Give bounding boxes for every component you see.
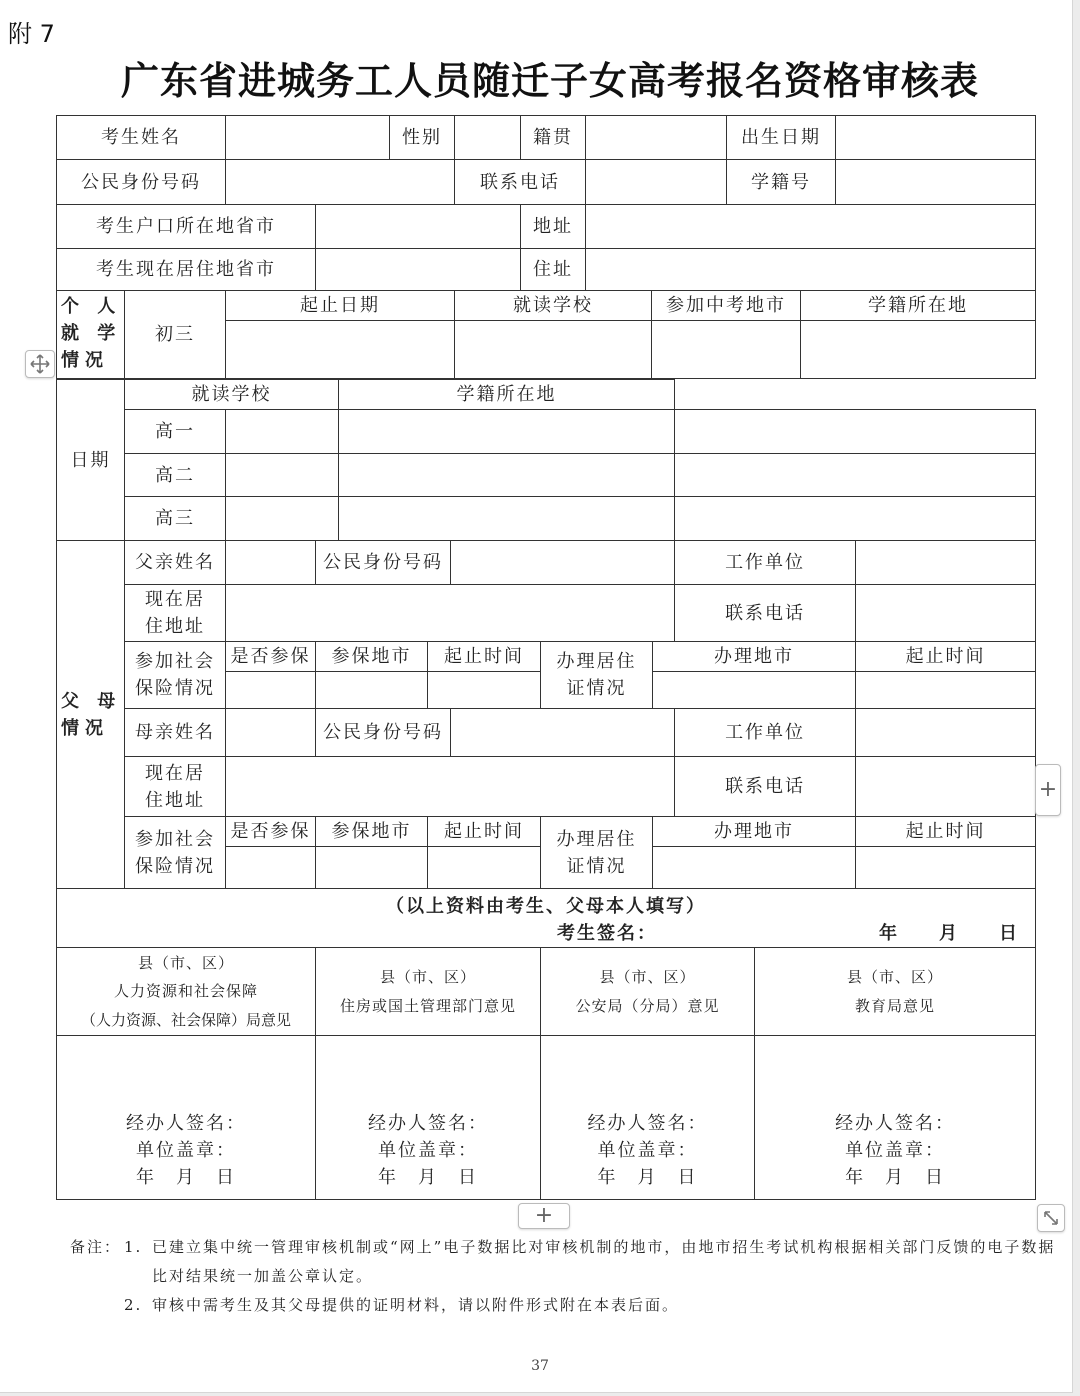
handler-signature-label: 经办人签名： (587, 1113, 708, 1134)
input-mother-permit-period[interactable] (856, 847, 1036, 889)
notes-section (70, 1233, 1070, 1320)
resize-handle-icon[interactable] (1037, 1204, 1065, 1232)
header-father-insured-period: 起止时间 (428, 642, 541, 672)
input-residence-address[interactable] (586, 249, 1036, 291)
input-grade9-period[interactable] (226, 321, 455, 379)
label-mother-work-unit: 工作单位 (675, 709, 856, 757)
note-1-number: 1. (124, 1238, 143, 1256)
dept-hr-header (57, 948, 316, 1036)
label-father-work-unit: 工作单位 (675, 541, 856, 585)
unit-seal-label: 单位盖章： (597, 1140, 698, 1161)
input-father-insured-city[interactable] (316, 672, 428, 709)
label-grade12: 高三 (125, 497, 226, 541)
handler-signature-label: 经办人签名： (368, 1113, 488, 1134)
note-1-text: 已建立集中统一管理审核机制或“网上”电子数据比对审核机制的地市，由地市招生考试机构根据相关部门反馈的电子数据比对结果统一加盖公章认定。 (152, 1238, 1056, 1285)
dept-hr-line2: 人力资源和社会保障 (113, 982, 258, 1001)
input-mother-insured-period[interactable] (428, 847, 541, 889)
input-father-insured[interactable] (226, 672, 316, 709)
header-father-permit-city: 办理地市 (653, 642, 856, 672)
label-student-number: 学籍号 (727, 160, 836, 205)
input-father-permit-city[interactable] (653, 672, 856, 709)
header-study-period: 起止日期 (226, 291, 455, 321)
date-year: 年 (879, 923, 899, 944)
input-grade12-registry[interactable] (339, 497, 675, 541)
label-birth-date: 出生日期 (727, 116, 836, 160)
header-mother-insured-city: 参保地市 (316, 817, 428, 847)
add-row-icon[interactable]: + (518, 1203, 570, 1229)
input-hukou-location[interactable] (316, 205, 521, 249)
label-address: 地址 (521, 205, 586, 249)
input-grade9-exam-city[interactable] (652, 321, 801, 379)
header-father-insured: 是否参保 (226, 642, 316, 672)
dept-housing-line1: 县（市、区） (379, 968, 476, 986)
input-mother-phone[interactable] (856, 757, 1036, 817)
input-father-work-unit[interactable] (856, 541, 1036, 585)
label-mother-insurance: 参加社会保险情况 (125, 817, 226, 889)
section-parents: 父 母 情况 (57, 541, 125, 889)
input-grade9-school[interactable] (455, 321, 652, 379)
approval-date-label: 年 月 日 (845, 1167, 946, 1188)
page-number: 37 (531, 1358, 549, 1374)
input-grade12-school[interactable] (226, 497, 339, 541)
input-grade12-extra[interactable] (675, 497, 1036, 541)
dept-police-line2: 公安局（分局）意见 (575, 996, 720, 1015)
label-grade10: 高一 (125, 410, 226, 454)
input-mother-address[interactable] (226, 757, 675, 817)
label-name: 考生姓名 (57, 116, 226, 160)
note-2-number: 2. (124, 1296, 143, 1314)
header-hs-school: 就读学校 (125, 380, 339, 410)
family-approval-table (56, 379, 1036, 1200)
label-father-id: 公民身份号码 (316, 541, 451, 585)
label-father-permit: 办理居住证情况 (541, 642, 653, 709)
input-father-permit-period[interactable] (856, 672, 1036, 709)
declaration-cell (57, 889, 1036, 948)
input-phone[interactable] (586, 160, 727, 205)
label-mother-name: 母亲姓名 (125, 709, 226, 757)
unit-seal-label: 单位盖章： (136, 1140, 236, 1161)
handler-signature-label: 经办人签名： (835, 1113, 956, 1134)
input-native-place[interactable] (586, 116, 727, 160)
input-father-address[interactable] (226, 585, 675, 642)
input-grade10-extra[interactable] (675, 410, 1036, 454)
add-column-icon[interactable]: + (1035, 764, 1061, 816)
declaration-note: （以上资料由考生、父母本人填写） (386, 896, 707, 917)
note-2-text: 审核中需考生及其父母提供的证明材料，请以附件形式附在本表后面。 (152, 1296, 680, 1314)
input-address[interactable] (586, 205, 1036, 249)
label-grade9: 初三 (125, 291, 226, 379)
attachment-label: 附 7 (8, 20, 55, 48)
unit-seal-label: 单位盖章： (845, 1140, 946, 1161)
input-student-number[interactable] (836, 160, 1036, 205)
input-grade11-registry[interactable] (339, 454, 675, 497)
label-gender: 性别 (390, 116, 455, 160)
header-school: 就读学校 (455, 291, 652, 321)
input-father-name[interactable] (226, 541, 316, 585)
input-mother-insured[interactable] (226, 847, 316, 889)
input-father-insured-period[interactable] (428, 672, 541, 709)
input-father-phone[interactable] (856, 585, 1036, 642)
input-gender[interactable] (455, 116, 521, 160)
page-title: 广东省进城务工人员随迁子女高考报名资格审核表 (120, 59, 979, 103)
dept-education-line2: 教育局意见 (855, 996, 936, 1015)
label-hukou-location: 考生户口所在地省市 (57, 205, 316, 249)
label-mother-permit: 办理居住证情况 (541, 817, 653, 889)
date-day: 日 (999, 923, 1019, 944)
header-mother-permit-city: 办理地市 (653, 817, 856, 847)
header-father-permit-period: 起止时间 (856, 642, 1036, 672)
dept-hr-line3: （人力资源、社会保障）局意见 (80, 1010, 291, 1029)
input-residence-location[interactable] (316, 249, 521, 291)
header-hs-registry: 学籍所在地 (339, 380, 675, 410)
approval-date-label: 年 月 日 (597, 1167, 698, 1188)
label-id-number: 公民身份号码 (57, 160, 226, 205)
header-mother-insured-period: 起止时间 (428, 817, 541, 847)
dept-education-header (755, 948, 1036, 1036)
approval-date-label: 年 月 日 (378, 1167, 478, 1188)
handler-signature-label: 经办人签名： (126, 1113, 246, 1134)
label-mother-phone: 联系电话 (675, 757, 856, 817)
header-mother-permit-period: 起止时间 (856, 817, 1036, 847)
basic-info-table (56, 115, 1036, 379)
dept-housing-signature[interactable] (316, 1036, 541, 1200)
header-registry-location: 学籍所在地 (801, 291, 1036, 321)
dept-police-line1: 县（市、区） (599, 968, 696, 986)
dept-education-signature[interactable] (755, 1036, 1036, 1200)
input-mother-work-unit[interactable] (856, 709, 1036, 757)
student-signature-label: 考生签名： (557, 923, 657, 944)
input-name[interactable] (226, 116, 390, 160)
label-mother-id: 公民身份号码 (316, 709, 451, 757)
label-residence-address: 住址 (521, 249, 586, 291)
input-father-id[interactable] (451, 541, 675, 585)
dept-housing-header (316, 948, 541, 1036)
section-personal-study: 个 人 就 学 情况 (57, 291, 125, 379)
input-birth-date[interactable] (836, 116, 1036, 160)
dept-housing-line2: 住房或国土管理部门意见 (339, 996, 516, 1015)
approval-date-label: 年 月 日 (136, 1167, 236, 1188)
input-grade11-school[interactable] (226, 454, 339, 497)
label-mother-address: 现在居住地址 (125, 757, 226, 817)
label-residence-location: 考生现在居住地省市 (57, 249, 316, 291)
dept-education-line1: 县（市、区） (847, 968, 944, 986)
input-mother-id[interactable] (451, 709, 675, 757)
label-father-insurance: 参加社会保险情况 (125, 642, 226, 709)
label-father-phone: 联系电话 (675, 585, 856, 642)
date-month: 月 (939, 923, 959, 944)
input-grade11-extra[interactable] (675, 454, 1036, 497)
input-grade10-school[interactable] (226, 410, 339, 454)
label-grade11: 高二 (125, 454, 226, 497)
header-mother-insured: 是否参保 (226, 817, 316, 847)
label-native-place: 籍贯 (521, 116, 586, 160)
dept-police-signature[interactable] (541, 1036, 755, 1200)
input-mother-name[interactable] (226, 709, 316, 757)
move-handle-icon[interactable] (25, 350, 55, 378)
dept-hr-signature[interactable] (57, 1036, 316, 1200)
label-father-name: 父亲姓名 (125, 541, 226, 585)
blank-corner (675, 380, 1036, 410)
dept-hr-line1: 县（市、区） (137, 953, 234, 972)
header-exam-city: 参加中考地市 (652, 291, 801, 321)
input-mother-permit-city[interactable] (653, 847, 856, 889)
label-date: 日期 (57, 380, 125, 541)
input-grade10-registry[interactable] (339, 410, 675, 454)
label-father-address: 现在居住地址 (125, 585, 226, 642)
input-id-number[interactable] (226, 160, 455, 205)
notes-label: 备注： (70, 1238, 122, 1256)
label-phone: 联系电话 (455, 160, 586, 205)
dept-police-header (541, 948, 755, 1036)
header-father-insured-city: 参保地市 (316, 642, 428, 672)
unit-seal-label: 单位盖章： (378, 1140, 478, 1161)
input-grade9-registry[interactable] (801, 321, 1036, 379)
input-mother-insured-city[interactable] (316, 847, 428, 889)
